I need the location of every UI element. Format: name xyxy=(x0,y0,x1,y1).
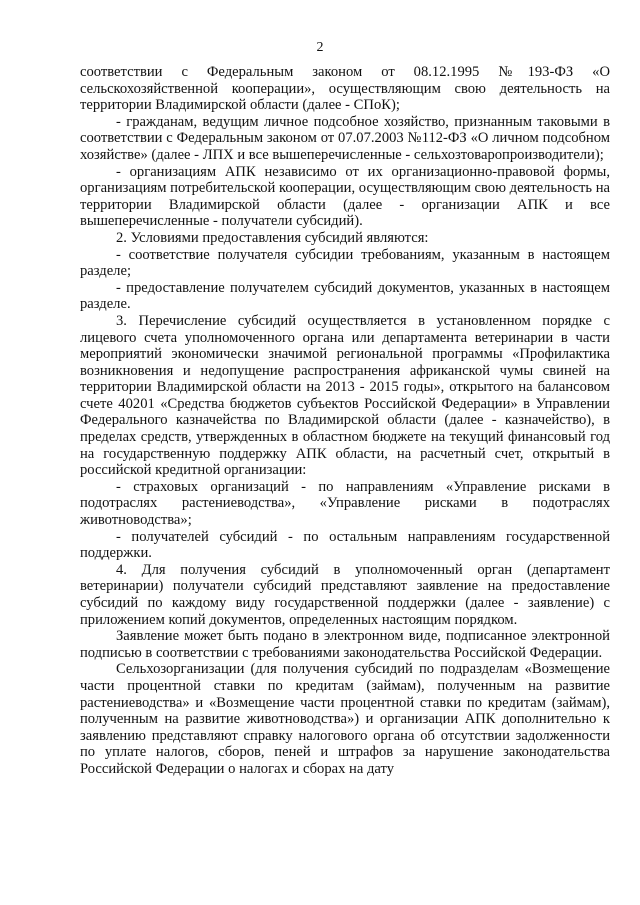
paragraph: Сельхозорганизации (для получения субсидий по подразделам «Возмещение части процентной ставки по кредитам (займам), полученным на развитие растениеводства» и «Возмещение части процентной ставки по кредитам (займам), полученным на развитие животноводства») и организации АПК дополнительно к заявлению представляют справку налогового органа об отсутствии задолженности по уплате налогов, сборов, пеней и штрафов за нарушение законодательства Российской Федерации о налогах и сборах на дату xyxy=(80,661,610,777)
paragraph: - гражданам, ведущим личное подсобное хозяйство, признанным таковыми в соответствии с Федеральным законом от 07.07.2003 №112-ФЗ «О личном подсобном хозяйстве» (далее - ЛПХ и все вышеперечисленные - сельхозтоваропроизводители); xyxy=(80,113,610,163)
paragraph: - получателей субсидий - по остальным направлениям государственной поддержки. xyxy=(80,528,610,562)
document-body xyxy=(80,64,610,778)
paragraph: 3. Перечисление субсидий осуществляется в установленном порядке с лицевого счета уполномоченного органа или департамента ветеринарии в части мероприятий экономически значимой региональной программы «Профилактика возникновения и недопущение распространения африканской чумы свиней на территории Владимирской области на 2013 - 2015 годы», открытого на балансовом счете 40201 «Средства бюджетов субъектов Российской Федерации» в Управлении Федерального казначейства по Владимирской области (далее - казначейство), в пределах средств, утвержденных в областном бюджете на текущий финансовый год на государственную поддержку АПК области, на расчетный счет, открытый в российской кредитной организации: xyxy=(80,312,610,479)
paragraph: - организациям АПК независимо от их организационно-правовой формы, организациям потребительской кооперации, осуществляющим свою деятельность на территории Владимирской области (далее - организации АПК и все вышеперечисленные - получатели субсидий). xyxy=(80,163,610,230)
page-number: 2 xyxy=(316,40,324,55)
paragraph: соответствии с Федеральным законом от 08.12.1995 №193-ФЗ «О сельскохозяйственной кооперации», осуществляющим свою деятельность на территории Владимирской области (далее - СПоК); xyxy=(80,64,610,114)
paragraph: - страховых организаций - по направлениям «Управление рисками в подотраслях растениеводства», «Управление рисками в подотраслях животноводства»; xyxy=(80,478,610,529)
paragraph: Заявление может быть подано в электронном виде, подписанное электронной подписью в соответствии с требованиями законодательства Российской Федерации. xyxy=(80,628,610,661)
paragraph: - соответствие получателя субсидии требованиям, указанным в настоящем разделе; xyxy=(80,246,610,280)
paragraph: - предоставление получателем субсидий документов, указанных в настоящем разделе. xyxy=(80,279,610,313)
paragraph: 4. Для получения субсидий в уполномоченный орган (департамент ветеринарии) получатели субсидий представляют заявление на предоставление субсидий по каждому виду государственной поддержки (далее - заявление) с приложением копий документов, определенных настоящим порядком. xyxy=(80,561,610,628)
paragraph: 2. Условиями предоставления субсидий являются: xyxy=(116,229,429,246)
